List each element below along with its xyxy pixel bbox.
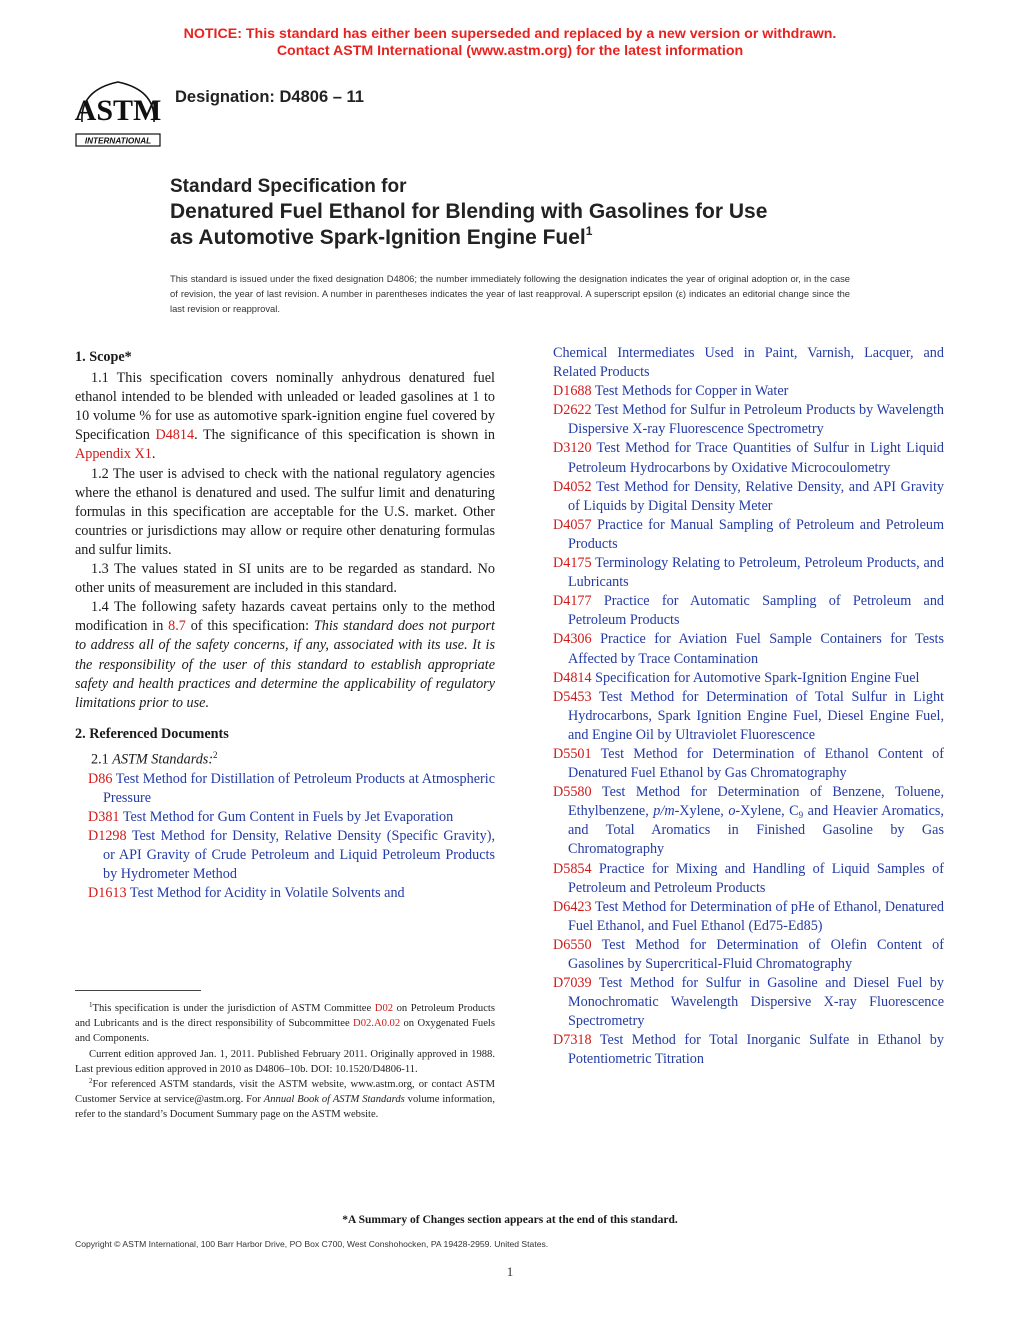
para-1-4 <box>75 598 495 713</box>
ref-item-continued[interactable] <box>540 344 944 382</box>
ref-code[interactable]: D4052 <box>553 478 592 495</box>
ref-code[interactable]: D1298 <box>88 827 127 844</box>
subheading-text: ASTM Standards: <box>112 751 214 768</box>
para-1-4-text: 1.4 The following safety hazards caveat pertains only to the method modification in <box>75 599 495 635</box>
link-d4814[interactable]: D4814 <box>155 427 195 444</box>
link-8-7[interactable]: 8.7 <box>168 618 186 635</box>
footnote-1 <box>75 1001 495 1047</box>
section-1-heading: 1. Scope* <box>75 349 132 365</box>
ref-code[interactable]: D3120 <box>553 440 592 457</box>
document-title <box>170 175 930 251</box>
summary-of-changes-note: *A Summary of Changes section appears at the end of this standard. <box>342 1214 678 1226</box>
ref-title[interactable]: Test Method for Determination of Olefin Content of Gasolines by Supercritical-Fluid Chromatography <box>568 936 944 972</box>
ref-item[interactable] <box>540 860 944 898</box>
ref-title[interactable]: Practice for Mixing and Handling of Liquid Samples of Petroleum and Petroleum Products <box>568 860 944 896</box>
title-line-2: Denatured Fuel Ethanol for Blending with Gasolines for Use <box>170 200 768 223</box>
title-line-3-text: as Automotive Spark-Ignition Engine Fuel <box>170 226 586 249</box>
title-line-3 <box>170 225 930 251</box>
footnote-2-text-b: volume information, refer to the standard’s Document Summary page on the ASTM website. <box>75 1094 495 1121</box>
ref-code[interactable]: D5580 <box>553 784 592 801</box>
ref-title-part: -Xylene, <box>674 803 729 820</box>
footnote-1-mark: 1 <box>89 1001 93 1009</box>
ref-item[interactable] <box>540 669 944 688</box>
ref-item[interactable] <box>540 936 944 974</box>
ref-title[interactable]: Practice for Aviation Fuel Sample Containers for Tests Affected by Trace Contamination <box>568 631 945 667</box>
logo-subtitle: INTERNATIONAL <box>84 136 152 146</box>
ref-code[interactable]: D1688 <box>553 383 592 400</box>
notice-line-1: NOTICE: This standard has either been superseded and replaced by a new version or withdrawn. <box>183 26 837 42</box>
ref-code[interactable]: D4175 <box>553 555 592 572</box>
para-1-4-text-b: of this specification: <box>185 618 314 635</box>
ref-item[interactable] <box>540 688 944 745</box>
ref-item[interactable] <box>540 1031 944 1069</box>
footnote-2 <box>75 1077 495 1123</box>
ref-code[interactable]: D86 <box>88 770 113 787</box>
ref-item[interactable] <box>75 827 495 884</box>
para-1-1-text-c: . <box>151 446 156 463</box>
title-footnote-mark: 1 <box>585 224 593 238</box>
ref-code[interactable]: D1613 <box>88 885 127 902</box>
ref-item[interactable] <box>540 783 944 859</box>
ref-title[interactable]: Test Method for Total Inorganic Sulfate in Ethanol by Potentiometric Titration <box>568 1032 944 1068</box>
ref-item[interactable] <box>540 554 944 592</box>
ref-title-part: Test Method for Determination of Benzene, Toluene, Ethylbenzene, <box>568 784 945 820</box>
ref-title[interactable]: Test Method for Determination of Ethanol Content of Denatured Fuel Ethanol by Gas Chromatography <box>568 745 944 782</box>
ref-item[interactable] <box>540 974 944 1031</box>
copyright: Copyright © ASTM International, 100 Barr Harbor Drive, PO Box C700, West Conshohocken, PA 19428-2959. United States. <box>75 1239 549 1249</box>
logo-letters: ASTM <box>74 94 162 127</box>
astm-standards-subheading <box>75 746 495 770</box>
ref-title[interactable]: Practice for Automatic Sampling of Petroleum and Petroleum Products <box>568 593 945 629</box>
astm-logo <box>72 76 164 150</box>
ref-item[interactable] <box>540 439 944 477</box>
subheading-footnote-mark: 2 <box>213 749 218 760</box>
designation: Designation: D4806 – 11 <box>175 88 364 106</box>
para-1-1-text: 1.1 This specification covers nominally anhydrous denatured fuel ethanol intended to be blended with unleaded or leaded gasolines at 1 to 10 volume % for use as automotive spark-ignition engine fuel covered by Specification <box>75 370 495 444</box>
ref-item[interactable] <box>75 808 495 827</box>
page-number: 1 <box>506 1264 514 1279</box>
ref-code[interactable]: D5501 <box>553 745 592 762</box>
ref-code[interactable]: D7318 <box>553 1032 592 1049</box>
notice-line-2: Contact ASTM International (www.astm.org) for the latest information <box>276 42 744 59</box>
para-1-3: 1.3 The values stated in SI units are to be regarded as standard. No other units of measurement are included in this standard. <box>75 561 495 597</box>
ref-item[interactable] <box>75 770 495 808</box>
footnote-2-mark: 2 <box>89 1077 93 1086</box>
link-d02[interactable]: D02 <box>374 1003 394 1014</box>
ref-title[interactable]: Practice for Manual Sampling of Petroleum and Petroleum Products <box>568 516 945 552</box>
ref-title[interactable]: Test Method for Sulfur in Gasoline and Diesel Fuel by Monochromatic Wavelength Dispersive X-ray Fluorescence Spectrometry <box>568 975 944 1030</box>
para-1-1 <box>75 369 495 464</box>
ref-code[interactable]: D6423 <box>553 898 592 915</box>
ref-title[interactable]: Terminology Relating to Petroleum, Petroleum Products, and Lubricants <box>568 555 944 591</box>
ref-title[interactable]: Test Method for Trace Quantities of Sulfur in Light Liquid Petroleum Hydrocarbons by Oxidative Microcoulometry <box>568 440 944 476</box>
safety-caveat: This standard does not purport to address all of the safety concerns, if any, associated with its use. It is the responsibility of the user of this standard to establish appropriate safety and health practices and determine the applicability of regulatory limitations prior to use. <box>75 618 495 711</box>
ref-item[interactable] <box>75 884 495 903</box>
ref-code[interactable]: D6550 <box>553 936 592 953</box>
ref-title[interactable]: Specification for Automotive Spark-Ignition Engine Fuel <box>595 669 920 686</box>
ref-item[interactable] <box>540 516 944 554</box>
section-2-heading: 2. Referenced Documents <box>75 725 229 742</box>
ref-item[interactable] <box>540 478 944 516</box>
ref-title-subscript: 9 <box>798 810 804 821</box>
ref-item[interactable] <box>540 401 944 439</box>
ref-title[interactable]: Test Method for Gum Content in Fuels by Jet Evaporation <box>122 808 454 825</box>
ref-code[interactable]: D5453 <box>553 688 592 705</box>
ref-title[interactable]: Test Method for Sulfur in Petroleum Products by Wavelength Dispersive X-ray Fluorescence Spectrometry <box>568 402 944 438</box>
footnote-1-text: This specification is under the jurisdiction of ASTM Committee <box>92 1003 375 1014</box>
footnotes <box>75 1001 495 1123</box>
para-1-2: 1.2 The user is advised to check with the national regulatory agencies where the ethanol is denatured and used. The sulfur limit and denaturing formulas in this specification are acceptable for the U.S. market. Other countries or jurisdictions may allow or require other denaturing formulas and sulfur limits. <box>75 465 495 558</box>
ref-code[interactable]: D4814 <box>553 669 592 686</box>
ref-code[interactable]: D4306 <box>553 631 592 648</box>
withdrawal-notice <box>0 26 1020 59</box>
ref-code[interactable]: D5854 <box>553 860 592 877</box>
left-column <box>75 344 495 903</box>
subheading-number: 2.1 <box>91 751 113 768</box>
footnote-divider <box>75 990 201 991</box>
ref-code[interactable]: D7039 <box>553 975 592 992</box>
ref-title[interactable]: Test Method for Distillation of Petroleum Products at Atmospheric Pressure <box>103 770 495 806</box>
ref-title[interactable]: Test Method for Density, Relative Density, and API Gravity of Liquids by Digital Density Meter <box>568 478 944 514</box>
ref-code[interactable]: D4177 <box>553 593 592 610</box>
ref-title[interactable] <box>568 784 944 857</box>
ref-code[interactable]: D381 <box>88 808 120 825</box>
ref-item[interactable] <box>540 382 944 401</box>
footnote-2-italic: Annual Book of ASTM Standards <box>263 1094 405 1106</box>
ref-item[interactable] <box>540 630 944 668</box>
ref-title[interactable]: Test Method for Determination of pHe of Ethanol, Denatured Fuel Ethanol, and Fuel Ethanol (Ed75-Ed85) <box>568 898 944 934</box>
link-d02-a0-02[interactable]: D02.A0.02 <box>353 1018 401 1030</box>
ref-code[interactable]: D2622 <box>553 402 592 419</box>
ref-title[interactable]: Test Method for Determination of Total Sulfur in Light Hydrocarbons, Spark Ignition Engine Fuel, Diesel Engine Fuel, and Engine Oil by Ultraviolet Fluorescence <box>568 688 944 743</box>
ref-title-italic: o <box>728 803 736 820</box>
ref-title[interactable]: Chemical Intermediates Used in Paint, Varnish, Lacquer, and Related Products <box>553 345 944 381</box>
link-appendix-x1[interactable]: Appendix X1 <box>75 446 152 463</box>
ref-title-part: and Heavier Aromatics, and Total Aromatics in Finished Gasoline by Gas Chromatography <box>568 803 944 858</box>
issue-note: This standard is issued under the fixed designation D4806; the number immediately following the designation indicates the year of original adoption or, in the case of revision, the year of last revision. A number in parentheses indicates the year of last reapproval. A superscript epsilon (ε) indicates an editorial change since the last revision or reapproval. <box>170 273 850 314</box>
title-line-1: Standard Specification for <box>170 176 407 197</box>
ref-code[interactable]: D4057 <box>553 516 592 533</box>
footnote-1-edition: Current edition approved Jan. 1, 2011. Published February 2011. Originally approved in 1988. Last previous edition approved in 2010 as D4806–10b. DOI: 10.1520/D4806-11. <box>75 1048 495 1075</box>
ref-item[interactable] <box>540 592 944 630</box>
ref-title[interactable]: Test Methods for Copper in Water <box>594 383 789 400</box>
para-1-1-text-b: . The significance of this specification is shown in <box>194 427 496 444</box>
ref-title[interactable]: Test Method for Acidity in Volatile Solvents and <box>129 885 405 902</box>
footnote-1-text-c: on Oxygenated Fuels and Components. <box>75 1018 495 1045</box>
ref-title-part: -Xylene, C <box>735 803 799 820</box>
ref-item[interactable] <box>540 745 944 783</box>
ref-title-italic: p/m <box>653 803 675 820</box>
ref-title[interactable]: Test Method for Density, Relative Density (Specific Gravity), or API Gravity of Crude Petroleum and Liquid Petroleum Products by Hydrometer Method <box>103 827 495 883</box>
ref-item[interactable] <box>540 898 944 936</box>
footnote-2-text: For referenced ASTM standards, visit the ASTM website, www.astm.org, or contact ASTM Customer Service at service@astm.org. For <box>75 1079 495 1106</box>
footnote-1-text-b: on Petroleum Products and Lubricants and is the direct responsibility of Subcommittee <box>75 1003 495 1030</box>
right-column <box>540 344 944 1070</box>
